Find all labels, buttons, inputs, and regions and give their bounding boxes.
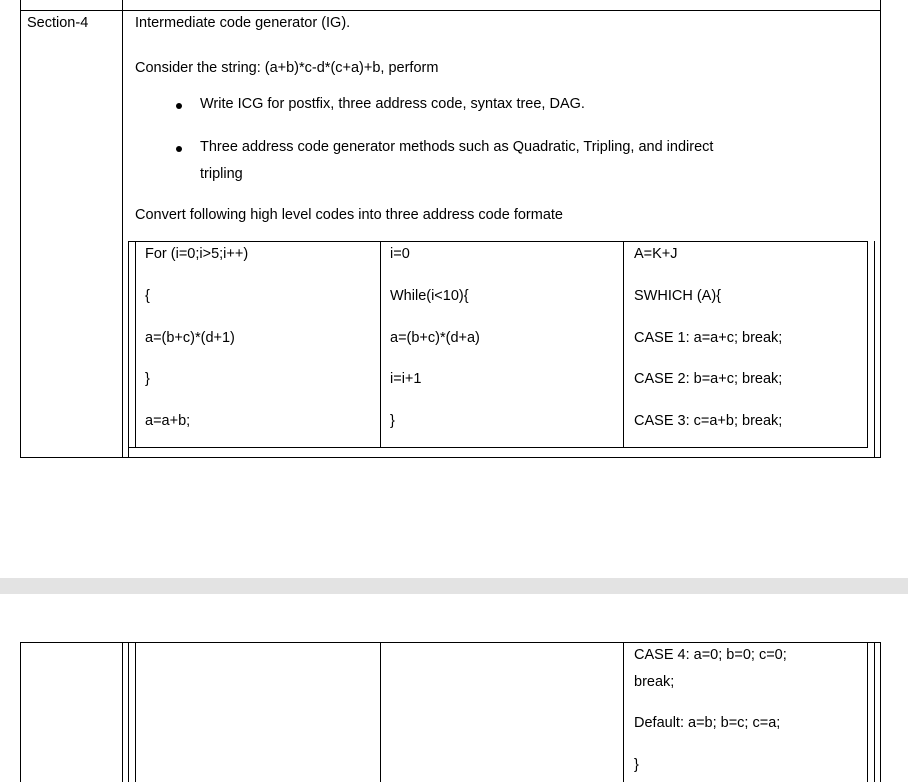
- code-line: CASE 4: a=0; b=0; c=0;: [634, 647, 787, 663]
- code-line: a=a+b;: [145, 413, 191, 429]
- bullet-item: Write ICG for postfix, three address code, syntax tree, DAG.: [200, 96, 585, 112]
- code-line: a=(b+c)*(d+1): [145, 330, 235, 346]
- bullet-icon: [176, 103, 182, 109]
- code-line: CASE 1: a=a+c; break;: [634, 330, 783, 346]
- section-label: Section-4: [27, 15, 89, 31]
- intro-text: Consider the string: (a+b)*c-d*(c+a)+b, perform: [135, 60, 439, 76]
- bullet-item: Three address code generator methods such as Quadratic, Tripling, and indirect: [200, 139, 714, 155]
- code-line: i=i+1: [390, 371, 422, 387]
- code-line: }: [634, 757, 639, 773]
- code-line: {: [145, 288, 150, 304]
- section-title: Intermediate code generator (IG).: [135, 15, 351, 31]
- code-line: }: [145, 371, 150, 387]
- page-break: [0, 578, 908, 594]
- convert-instruction: Convert following high level codes into three address code formate: [135, 207, 563, 223]
- code-line: Default: a=b; b=c; c=a;: [634, 715, 781, 731]
- code-line: }: [390, 413, 395, 429]
- code-line: For (i=0;i>5;i++): [145, 246, 249, 262]
- code-line: SWHICH (A){: [634, 288, 721, 304]
- code-line: A=K+J: [634, 246, 678, 262]
- code-line: i=0: [390, 246, 410, 262]
- bullet-icon: [176, 146, 182, 152]
- code-line: While(i<10){: [390, 288, 469, 304]
- code-line: break;: [634, 674, 675, 690]
- code-line: a=(b+c)*(d+a): [390, 330, 480, 346]
- bullet-item-continued: tripling: [200, 166, 243, 182]
- code-line: CASE 3: c=a+b; break;: [634, 413, 783, 429]
- code-line: CASE 2: b=a+c; break;: [634, 371, 783, 387]
